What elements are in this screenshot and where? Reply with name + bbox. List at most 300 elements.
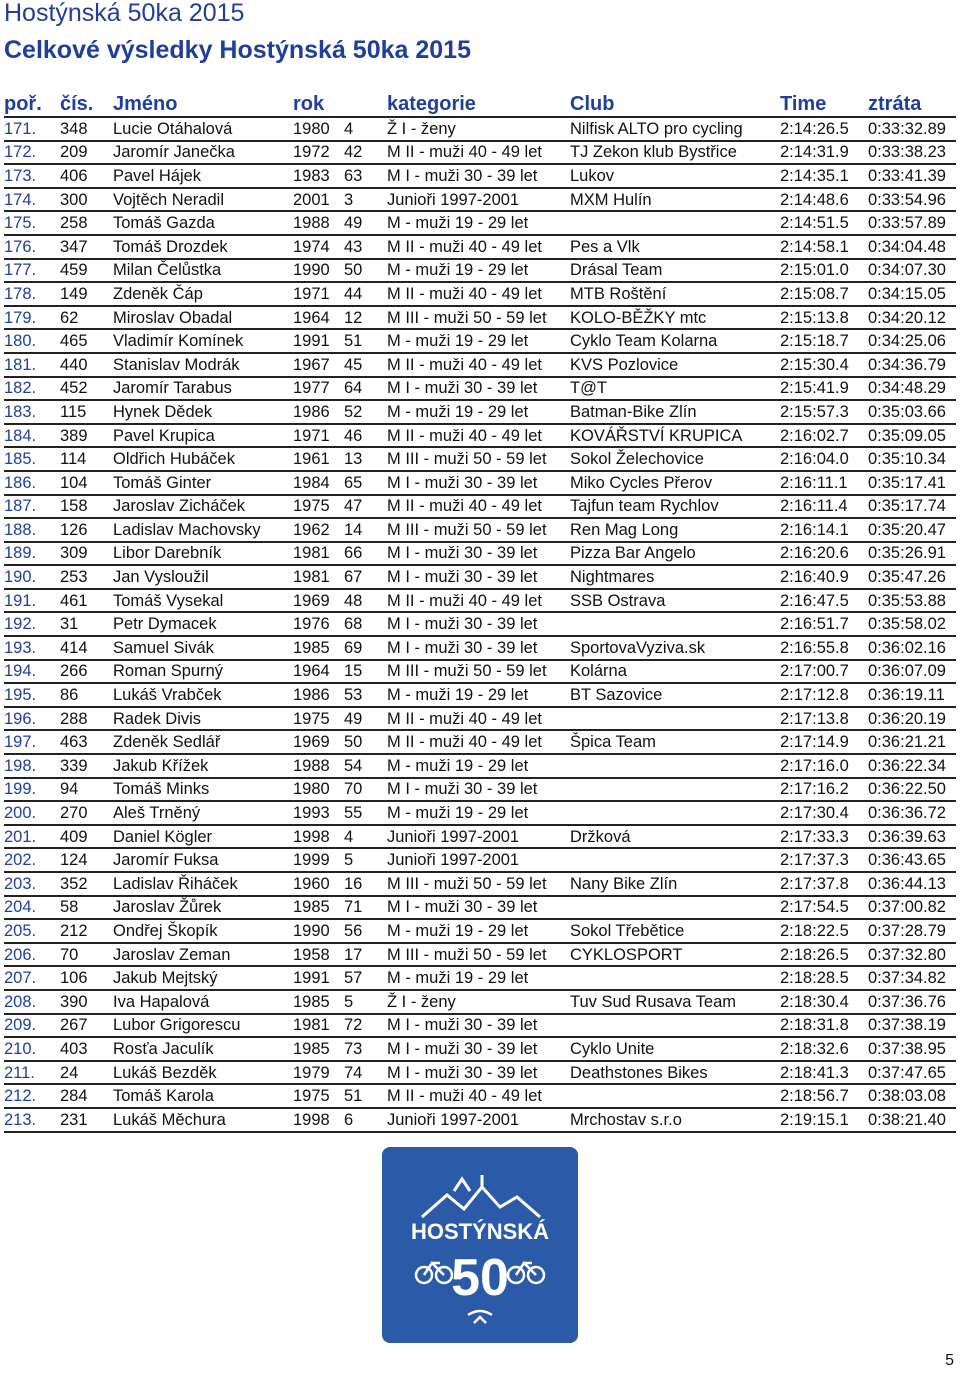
club-cell [570, 778, 780, 802]
table-row [4, 518, 956, 542]
category-cell: M II - muži 40 - 49 let [387, 353, 570, 377]
gap-cell: 0:37:28.79 [868, 919, 956, 943]
category-cell: M I - muži 30 - 39 let [387, 1061, 570, 1085]
club-cell: Pizza Bar Angelo [570, 542, 780, 566]
category-cell: M II - muži 40 - 49 let [387, 589, 570, 613]
bib-cell: 347 [60, 235, 113, 259]
gap-cell: 0:34:48.29 [868, 377, 956, 401]
time-cell: 2:15:08.7 [780, 282, 868, 306]
bib-cell: 414 [60, 636, 113, 660]
time-cell: 2:17:16.2 [780, 778, 868, 802]
category-cell: Junioři 1997-2001 [387, 1108, 570, 1132]
time-cell: 2:15:30.4 [780, 353, 868, 377]
time-cell: 2:19:15.1 [780, 1108, 868, 1132]
year-cell: 1991 [293, 966, 344, 990]
time-cell: 2:18:22.5 [780, 919, 868, 943]
year-cell: 1998 [293, 825, 344, 849]
bib-cell: 253 [60, 565, 113, 589]
year-cell: 1964 [293, 306, 344, 330]
name-cell: Jakub Mejtský [113, 966, 293, 990]
site-title: Hostýnská 50ka 2015 [4, 0, 245, 27]
club-cell [570, 1014, 780, 1038]
rank-cell: 171. [4, 117, 60, 141]
rank-cell: 187. [4, 495, 60, 519]
rank-cell: 185. [4, 447, 60, 471]
table-header-row [4, 82, 956, 117]
time-cell: 2:18:32.6 [780, 1037, 868, 1061]
gap-cell: 0:36:19.11 [868, 683, 956, 707]
gap-cell: 0:35:47.26 [868, 565, 956, 589]
club-cell: BT Sazovice [570, 683, 780, 707]
year-cell: 1980 [293, 778, 344, 802]
table-row [4, 1014, 956, 1038]
category-cell: M I - muži 30 - 39 let [387, 896, 570, 920]
time-cell: 2:16:14.1 [780, 518, 868, 542]
gap-cell: 0:36:07.09 [868, 660, 956, 684]
club-cell: T@T [570, 377, 780, 401]
category-rank-cell: 17 [344, 943, 387, 967]
bib-cell: 267 [60, 1014, 113, 1038]
gap-cell: 0:36:44.13 [868, 872, 956, 896]
year-cell: 1988 [293, 211, 344, 235]
category-cell: M II - muži 40 - 49 let [387, 235, 570, 259]
category-cell: M II - muži 40 - 49 let [387, 282, 570, 306]
gap-cell: 0:35:10.34 [868, 447, 956, 471]
year-cell: 1975 [293, 1084, 344, 1108]
name-cell: Ondřej Škopík [113, 919, 293, 943]
gap-cell: 0:36:02.16 [868, 636, 956, 660]
bib-cell: 94 [60, 778, 113, 802]
table-row [4, 636, 956, 660]
year-cell: 1990 [293, 919, 344, 943]
category-rank-cell: 72 [344, 1014, 387, 1038]
bib-cell: 406 [60, 164, 113, 188]
category-rank-cell: 52 [344, 400, 387, 424]
rank-cell: 179. [4, 306, 60, 330]
logo-number: 50 [451, 1249, 509, 1307]
time-cell: 2:18:26.5 [780, 943, 868, 967]
category-rank-cell: 4 [344, 117, 387, 141]
gap-cell: 0:37:38.19 [868, 1014, 956, 1038]
table-row [4, 896, 956, 920]
table-row [4, 1108, 956, 1132]
column-header: poř. [4, 82, 60, 117]
category-rank-cell: 63 [344, 164, 387, 188]
club-cell [570, 966, 780, 990]
page-title: Celkové výsledky Hostýnská 50ka 2015 [4, 36, 471, 64]
category-rank-cell: 12 [344, 306, 387, 330]
table-row [4, 400, 956, 424]
year-cell: 1984 [293, 471, 344, 495]
gap-cell: 0:36:36.72 [868, 801, 956, 825]
column-header: rok [293, 82, 344, 117]
table-row [4, 966, 956, 990]
time-cell: 2:17:37.8 [780, 872, 868, 896]
gap-cell: 0:35:09.05 [868, 424, 956, 448]
category-rank-cell: 48 [344, 589, 387, 613]
year-cell: 1985 [293, 636, 344, 660]
category-rank-cell: 74 [344, 1061, 387, 1085]
time-cell: 2:14:35.1 [780, 164, 868, 188]
bib-cell: 86 [60, 683, 113, 707]
table-row [4, 707, 956, 731]
category-cell: Junioři 1997-2001 [387, 848, 570, 872]
bib-cell: 231 [60, 1108, 113, 1132]
club-cell: TJ Zekon klub Bystřice [570, 141, 780, 165]
club-cell [570, 754, 780, 778]
name-cell: Iva Hapalová [113, 990, 293, 1014]
gap-cell: 0:38:21.40 [868, 1108, 956, 1132]
name-cell: Tomáš Ginter [113, 471, 293, 495]
bib-cell: 309 [60, 542, 113, 566]
column-header: čís. [60, 82, 113, 117]
name-cell: Vojtěch Neradil [113, 188, 293, 212]
bib-cell: 258 [60, 211, 113, 235]
time-cell: 2:15:57.3 [780, 400, 868, 424]
name-cell: Lukáš Měchura [113, 1108, 293, 1132]
year-cell: 1971 [293, 282, 344, 306]
table-row [4, 919, 956, 943]
time-cell: 2:16:11.1 [780, 471, 868, 495]
category-cell: M - muži 19 - 29 let [387, 329, 570, 353]
gap-cell: 0:33:38.23 [868, 141, 956, 165]
name-cell: Lucie Otáhalová [113, 117, 293, 141]
category-rank-cell: 5 [344, 990, 387, 1014]
name-cell: Rosťa Jaculík [113, 1037, 293, 1061]
gap-cell: 0:36:22.50 [868, 778, 956, 802]
table-row [4, 164, 956, 188]
category-cell: M I - muži 30 - 39 let [387, 164, 570, 188]
name-cell: Tomáš Gazda [113, 211, 293, 235]
table-row [4, 329, 956, 353]
category-rank-cell: 69 [344, 636, 387, 660]
table-row [4, 660, 956, 684]
category-cell: M III - muži 50 - 59 let [387, 660, 570, 684]
time-cell: 2:14:31.9 [780, 141, 868, 165]
year-cell: 1976 [293, 612, 344, 636]
category-rank-cell: 50 [344, 730, 387, 754]
table-row [4, 565, 956, 589]
name-cell: Jan Vysloužil [113, 565, 293, 589]
gap-cell: 0:37:00.82 [868, 896, 956, 920]
time-cell: 2:17:37.3 [780, 848, 868, 872]
year-cell: 1971 [293, 424, 344, 448]
category-rank-cell: 42 [344, 141, 387, 165]
rank-cell: 198. [4, 754, 60, 778]
table-row [4, 754, 956, 778]
bib-cell: 58 [60, 896, 113, 920]
bib-cell: 31 [60, 612, 113, 636]
category-rank-cell: 53 [344, 683, 387, 707]
bib-cell: 106 [60, 966, 113, 990]
year-cell: 1974 [293, 235, 344, 259]
table-row [4, 1061, 956, 1085]
bib-cell: 440 [60, 353, 113, 377]
time-cell: 2:16:04.0 [780, 447, 868, 471]
column-header: Jméno [113, 82, 293, 117]
gap-cell: 0:38:03.08 [868, 1084, 956, 1108]
club-cell: Nightmares [570, 565, 780, 589]
gap-cell: 0:36:21.21 [868, 730, 956, 754]
rank-cell: 207. [4, 966, 60, 990]
year-cell: 1985 [293, 990, 344, 1014]
year-cell: 1962 [293, 518, 344, 542]
table-row [4, 117, 956, 141]
hostynska-50-logo [382, 1147, 578, 1343]
gap-cell: 0:34:36.79 [868, 353, 956, 377]
bib-cell: 461 [60, 589, 113, 613]
bib-cell: 284 [60, 1084, 113, 1108]
club-cell: Tajfun team Rychlov [570, 495, 780, 519]
time-cell: 2:16:20.6 [780, 542, 868, 566]
name-cell: Lukáš Bezděk [113, 1061, 293, 1085]
year-cell: 1993 [293, 801, 344, 825]
gap-cell: 0:33:54.96 [868, 188, 956, 212]
rank-cell: 208. [4, 990, 60, 1014]
rank-cell: 191. [4, 589, 60, 613]
rank-cell: 195. [4, 683, 60, 707]
year-cell: 1986 [293, 683, 344, 707]
name-cell: Jaroslav Žůrek [113, 896, 293, 920]
column-header [344, 82, 387, 117]
table-row [4, 1084, 956, 1108]
year-cell: 1975 [293, 707, 344, 731]
club-cell: KVS Pozlovice [570, 353, 780, 377]
table-row [4, 730, 956, 754]
year-cell: 1998 [293, 1108, 344, 1132]
category-rank-cell: 66 [344, 542, 387, 566]
category-cell: M II - muži 40 - 49 let [387, 495, 570, 519]
year-cell: 1986 [293, 400, 344, 424]
name-cell: Aleš Trněný [113, 801, 293, 825]
time-cell: 2:14:48.6 [780, 188, 868, 212]
rank-cell: 175. [4, 211, 60, 235]
club-cell: KOLO-BĚŽKY mtc [570, 306, 780, 330]
club-cell: Lukov [570, 164, 780, 188]
category-cell: M III - muži 50 - 59 let [387, 447, 570, 471]
category-cell: M I - muži 30 - 39 let [387, 612, 570, 636]
year-cell: 1975 [293, 495, 344, 519]
rank-cell: 181. [4, 353, 60, 377]
club-cell [570, 707, 780, 731]
category-rank-cell: 45 [344, 353, 387, 377]
bib-cell: 348 [60, 117, 113, 141]
table-row [4, 495, 956, 519]
rank-cell: 199. [4, 778, 60, 802]
category-rank-cell: 57 [344, 966, 387, 990]
table-row [4, 447, 956, 471]
name-cell: Lukáš Vrabček [113, 683, 293, 707]
year-cell: 1983 [293, 164, 344, 188]
rank-cell: 173. [4, 164, 60, 188]
table-row [4, 943, 956, 967]
bib-cell: 104 [60, 471, 113, 495]
results-table [4, 82, 956, 1133]
category-cell: Ž I - ženy [387, 117, 570, 141]
time-cell: 2:17:54.5 [780, 896, 868, 920]
year-cell: 1980 [293, 117, 344, 141]
club-cell [570, 801, 780, 825]
club-cell: Špica Team [570, 730, 780, 754]
bib-cell: 403 [60, 1037, 113, 1061]
category-rank-cell: 64 [344, 377, 387, 401]
rank-cell: 202. [4, 848, 60, 872]
gap-cell: 0:36:43.65 [868, 848, 956, 872]
name-cell: Pavel Krupica [113, 424, 293, 448]
category-rank-cell: 71 [344, 896, 387, 920]
year-cell: 1960 [293, 872, 344, 896]
rank-cell: 186. [4, 471, 60, 495]
name-cell: Zdeněk Čáp [113, 282, 293, 306]
bib-cell: 390 [60, 990, 113, 1014]
club-cell: Deathstones Bikes [570, 1061, 780, 1085]
gap-cell: 0:35:17.41 [868, 471, 956, 495]
gap-cell: 0:37:36.76 [868, 990, 956, 1014]
time-cell: 2:18:56.7 [780, 1084, 868, 1108]
time-cell: 2:16:02.7 [780, 424, 868, 448]
time-cell: 2:17:13.8 [780, 707, 868, 731]
table-row [4, 801, 956, 825]
name-cell: Zdeněk Sedlář [113, 730, 293, 754]
bib-cell: 124 [60, 848, 113, 872]
gap-cell: 0:35:03.66 [868, 400, 956, 424]
club-cell [570, 848, 780, 872]
rank-cell: 210. [4, 1037, 60, 1061]
bib-cell: 270 [60, 801, 113, 825]
rank-cell: 209. [4, 1014, 60, 1038]
club-cell: Držková [570, 825, 780, 849]
name-cell: Ladislav Řiháček [113, 872, 293, 896]
gap-cell: 0:34:15.05 [868, 282, 956, 306]
logo-background [382, 1147, 578, 1343]
category-rank-cell: 43 [344, 235, 387, 259]
year-cell: 1961 [293, 447, 344, 471]
category-cell: M II - muži 40 - 49 let [387, 1084, 570, 1108]
category-rank-cell: 5 [344, 848, 387, 872]
year-cell: 1981 [293, 542, 344, 566]
bib-cell: 115 [60, 400, 113, 424]
year-cell: 1985 [293, 1037, 344, 1061]
bib-cell: 158 [60, 495, 113, 519]
category-cell: M I - muži 30 - 39 let [387, 1037, 570, 1061]
name-cell: Petr Dymacek [113, 612, 293, 636]
bib-cell: 339 [60, 754, 113, 778]
gap-cell: 0:34:07.30 [868, 259, 956, 283]
year-cell: 1969 [293, 730, 344, 754]
club-cell: Drásal Team [570, 259, 780, 283]
category-cell: M - muži 19 - 29 let [387, 801, 570, 825]
time-cell: 2:18:41.3 [780, 1061, 868, 1085]
category-cell: Junioři 1997-2001 [387, 188, 570, 212]
club-cell: Tuv Sud Rusava Team [570, 990, 780, 1014]
table-row [4, 188, 956, 212]
category-rank-cell: 3 [344, 188, 387, 212]
rank-cell: 197. [4, 730, 60, 754]
category-rank-cell: 44 [344, 282, 387, 306]
bib-cell: 463 [60, 730, 113, 754]
time-cell: 2:15:01.0 [780, 259, 868, 283]
club-cell: Cyklo Team Kolarna [570, 329, 780, 353]
name-cell: Pavel Hájek [113, 164, 293, 188]
rank-cell: 196. [4, 707, 60, 731]
gap-cell: 0:33:32.89 [868, 117, 956, 141]
gap-cell: 0:35:53.88 [868, 589, 956, 613]
table-row [4, 377, 956, 401]
year-cell: 1999 [293, 848, 344, 872]
name-cell: Vladimír Komínek [113, 329, 293, 353]
time-cell: 2:16:47.5 [780, 589, 868, 613]
category-cell: M - muži 19 - 29 let [387, 683, 570, 707]
time-cell: 2:16:55.8 [780, 636, 868, 660]
time-cell: 2:17:33.3 [780, 825, 868, 849]
club-cell: Miko Cycles Přerov [570, 471, 780, 495]
name-cell: Tomáš Drozdek [113, 235, 293, 259]
table-row [4, 683, 956, 707]
name-cell: Stanislav Modrák [113, 353, 293, 377]
category-cell: Ž I - ženy [387, 990, 570, 1014]
rank-cell: 172. [4, 141, 60, 165]
gap-cell: 0:36:39.63 [868, 825, 956, 849]
bib-cell: 209 [60, 141, 113, 165]
time-cell: 2:17:12.8 [780, 683, 868, 707]
gap-cell: 0:33:57.89 [868, 211, 956, 235]
rank-cell: 203. [4, 872, 60, 896]
gap-cell: 0:35:58.02 [868, 612, 956, 636]
gap-cell: 0:35:17.74 [868, 495, 956, 519]
time-cell: 2:15:41.9 [780, 377, 868, 401]
table-row [4, 990, 956, 1014]
name-cell: Jaromír Janečka [113, 141, 293, 165]
club-cell: CYKLOSPORT [570, 943, 780, 967]
gap-cell: 0:37:34.82 [868, 966, 956, 990]
name-cell: Tomáš Minks [113, 778, 293, 802]
category-cell: M - muži 19 - 29 let [387, 919, 570, 943]
club-cell: Ren Mag Long [570, 518, 780, 542]
club-cell: Cyklo Unite [570, 1037, 780, 1061]
time-cell: 2:17:00.7 [780, 660, 868, 684]
rank-cell: 211. [4, 1061, 60, 1085]
name-cell: Hynek Dědek [113, 400, 293, 424]
category-rank-cell: 50 [344, 259, 387, 283]
category-cell: M III - muži 50 - 59 let [387, 306, 570, 330]
time-cell: 2:18:30.4 [780, 990, 868, 1014]
club-cell [570, 896, 780, 920]
category-rank-cell: 47 [344, 495, 387, 519]
category-cell: M - muži 19 - 29 let [387, 259, 570, 283]
category-rank-cell: 49 [344, 211, 387, 235]
name-cell: Miroslav Obadal [113, 306, 293, 330]
table-row [4, 612, 956, 636]
category-cell: M - muži 19 - 29 let [387, 211, 570, 235]
bib-cell: 70 [60, 943, 113, 967]
time-cell: 2:15:18.7 [780, 329, 868, 353]
table-row [4, 872, 956, 896]
category-rank-cell: 51 [344, 1084, 387, 1108]
time-cell: 2:14:51.5 [780, 211, 868, 235]
club-cell: Sokol Želechovice [570, 447, 780, 471]
table-row [4, 589, 956, 613]
category-cell: Junioři 1997-2001 [387, 825, 570, 849]
category-rank-cell: 6 [344, 1108, 387, 1132]
name-cell: Lubor Grigorescu [113, 1014, 293, 1038]
rank-cell: 194. [4, 660, 60, 684]
category-rank-cell: 73 [344, 1037, 387, 1061]
category-cell: M II - muži 40 - 49 let [387, 730, 570, 754]
table-row [4, 778, 956, 802]
year-cell: 1979 [293, 1061, 344, 1085]
category-rank-cell: 55 [344, 801, 387, 825]
year-cell: 1981 [293, 565, 344, 589]
